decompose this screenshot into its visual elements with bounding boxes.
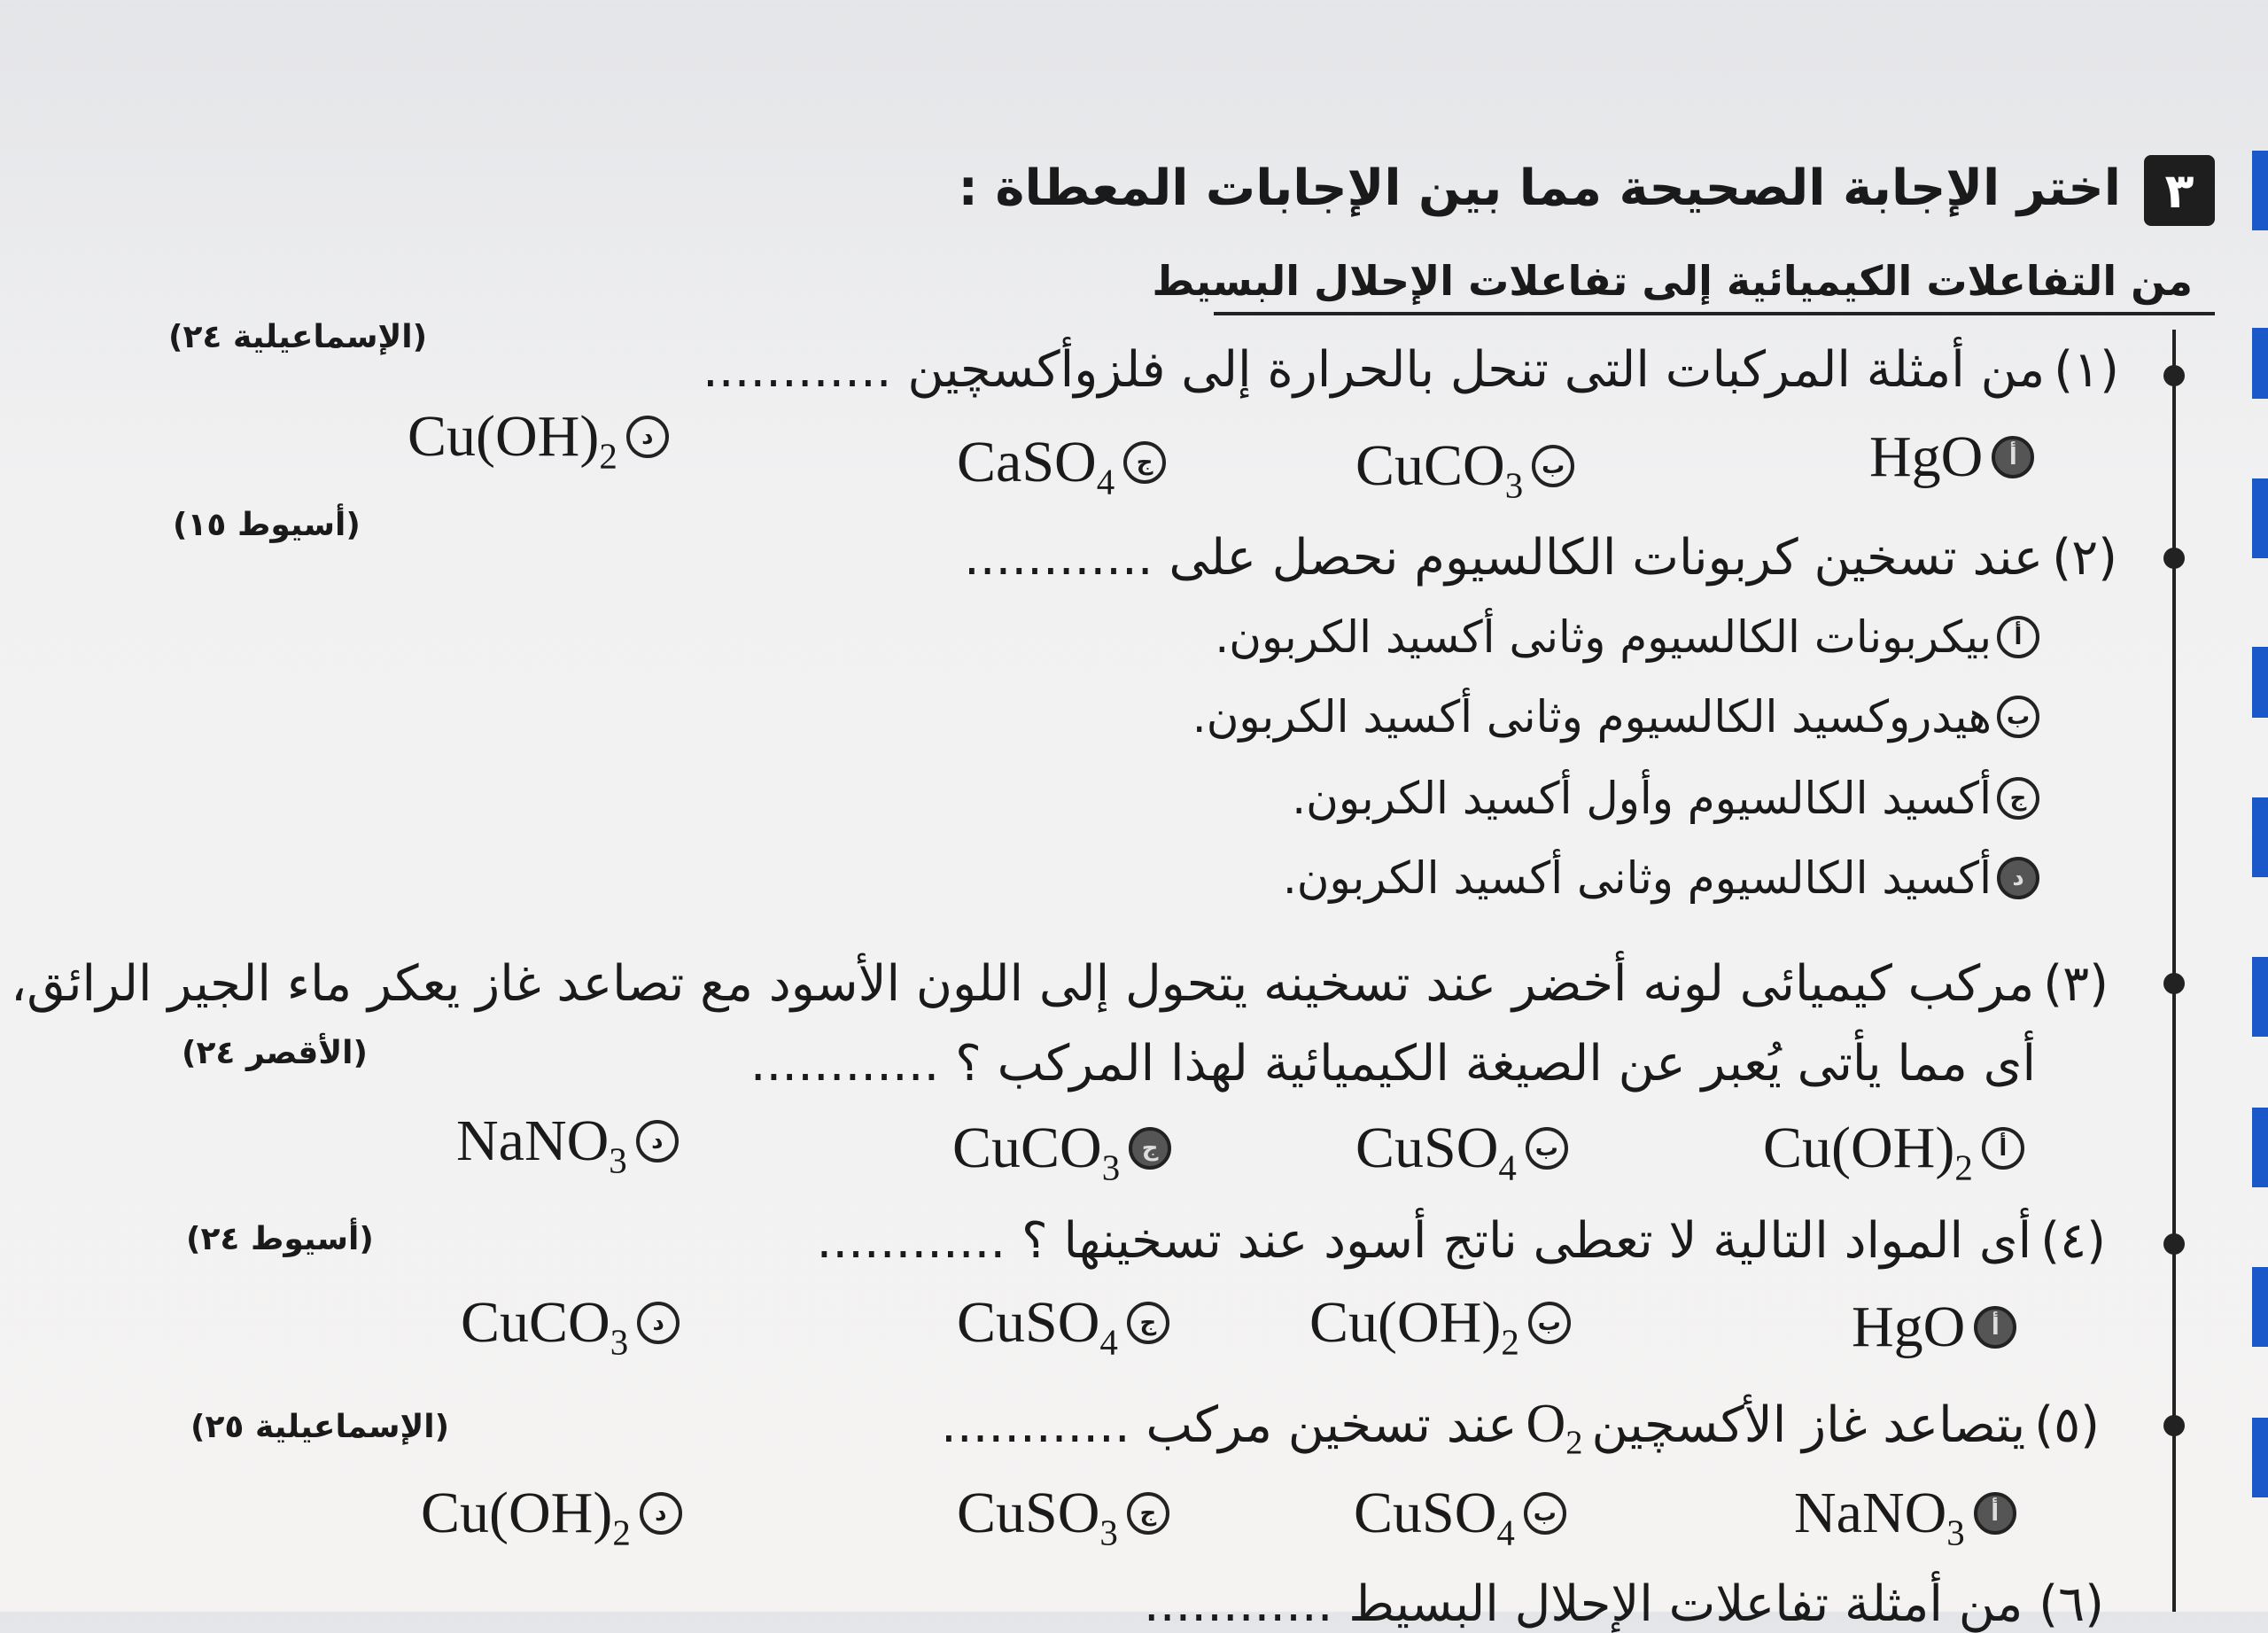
option-a[interactable] [1215,611,2039,663]
question-3-text-line2: أى مما يأتى يُعبر عن الصيغة الكيميائية لهذا المركب ؟ ............ [750,1035,2036,1093]
option-marker: د [626,416,669,458]
formula: $Cu(OH)_2$ [421,1481,631,1553]
option-marker: ب [1524,1492,1566,1535]
formula: CuSO$_4$ [1354,1481,1515,1553]
subtitle-underline [1214,312,2215,315]
page-edge-tab [2252,478,2268,558]
option-marker: ب [1526,1127,1568,1170]
question-number: (٣) [2043,955,2109,1013]
option-text: أكسيد الكالسيوم وأول أكسيد الكربون. [1292,773,1992,824]
option-marker: ج [1127,1492,1169,1535]
option-d[interactable] [456,1108,679,1181]
page-edge-tab [2252,1108,2268,1187]
option-text: هيدروكسيد الكالسيوم وثانى أكسيد الكربون. [1192,691,1992,743]
option-marker: د [636,1120,679,1163]
option-d[interactable] [421,1480,682,1553]
option-marker-selected: أ [1974,1492,2016,1535]
option-a[interactable] [1794,1480,2016,1553]
option-marker-selected: ج [1129,1127,1171,1170]
option-c[interactable] [957,429,1166,502]
question-4-text [817,1212,2106,1270]
option-marker-selected: أ [1974,1306,2016,1349]
formula: CuSO$_4$ [1355,1116,1517,1188]
option-marker: أ [1997,616,2039,658]
option-c[interactable] [957,1480,1169,1553]
option-c[interactable] [1292,773,2039,824]
page-edge-tab [2252,328,2268,399]
option-marker: ج [1997,777,2039,820]
section-title: اختر الإجابة الصحيحة مما بين الإجابات المعطاة : [958,159,2121,217]
section-number-badge [2144,155,2215,226]
oxygen-formula: $O_2$ [1526,1394,1583,1462]
question-source: (أسيوط ١٥) [173,507,361,543]
option-marker: ج [1123,441,1166,484]
formula: $Cu(OH)_2$ [1309,1290,1519,1363]
option-c[interactable] [957,1289,1169,1363]
option-marker: ج [1127,1302,1169,1344]
page-edge-tab [2252,1267,2268,1347]
question-stem-part1: يتصاعد غاز الأكسچين [1591,1396,2026,1454]
option-marker-selected: أ [1992,436,2034,478]
formula: NaNO$_3$ [1794,1481,1965,1553]
question-6-cutoff: (٦) من أمثلة تفاعلات الإحلال البسيط ............ [1143,1575,2104,1633]
option-marker: ب [1532,445,1574,487]
question-3-text [11,955,2109,1013]
question-stem: مركب كيميائى لونه أخضر عند تسخينه يتحول إلى اللون الأسود مع تصاعد غاز يعكر ماء الجير الرائق، [11,955,2035,1013]
option-a[interactable] [1869,424,2034,491]
formula: CuCO$_3$ [461,1290,629,1363]
option-text: بيكربونات الكالسيوم وثانى أكسيد الكربون. [1215,611,1992,663]
formula: NaNO$_3$ [456,1108,627,1181]
question-stem-part2: عند تسخين مركب ............ [941,1396,1518,1454]
question-stem: عند تسخين كربونات الكالسيوم نحصل على ............ [963,529,2044,587]
question-number: (٤) [2040,1212,2106,1270]
option-b[interactable] [1354,1480,1566,1553]
question-5-text [941,1393,2100,1462]
page-edge-tab [2252,797,2268,877]
option-a[interactable] [1852,1294,2016,1361]
formula: CuCO$_3$ [952,1116,1121,1188]
page-edge-tab [2252,151,2268,230]
section-subtitle: من التفاعلات الكيميائية إلى تفاعلات الإحلال البسيط [1152,257,2193,305]
option-d[interactable] [1283,852,2039,904]
option-a[interactable] [1763,1115,2024,1188]
option-d[interactable] [408,403,669,477]
option-c[interactable] [952,1115,1171,1188]
page-edge-tab [2252,957,2268,1037]
formula: CaSO$_4$ [957,430,1115,502]
question-stem: من أمثلة المركبات التى تنحل بالحرارة إلى فلزوأكسچين ............ [702,341,2046,399]
option-b[interactable] [1355,432,1574,506]
question-1-text [703,341,2119,399]
option-marker: ب [1997,696,2039,738]
option-text: أكسيد الكالسيوم وثانى أكسيد الكربون. [1282,852,1992,904]
formula: CuCO$_3$ [1355,433,1524,506]
question-source: (الإسماعيلية ٢٥) [190,1409,450,1445]
formula: $Cu(OH)_2$ [1763,1116,1973,1188]
page-edge-tab [2252,647,2268,718]
section-number: ٣ [2164,162,2194,219]
option-marker: د [637,1302,680,1344]
question-bullet [2163,548,2185,569]
question-bullet [2163,1233,2185,1255]
page-edge-tab [2252,1418,2268,1497]
question-bullet [2163,365,2185,386]
question-number: (١) [2054,341,2119,399]
question-source: (الأقصر ٢٤) [182,1035,368,1071]
question-number: (٢) [2052,529,2117,587]
option-marker: د [640,1492,682,1535]
option-b[interactable] [1192,691,2039,743]
question-bullet [2163,1415,2185,1436]
option-marker: ب [1528,1302,1571,1344]
formula: HgO [1852,1295,1966,1359]
option-b[interactable] [1309,1289,1571,1363]
formula: CuSO$_3$ [957,1481,1118,1553]
question-source: (أسيوط ٢٤) [186,1221,374,1257]
question-source: (الإسماعيلية ٢٤) [168,319,428,355]
option-b[interactable] [1355,1115,1568,1188]
option-marker: أ [1982,1127,2024,1170]
formula: HgO [1869,424,1984,489]
formula: CuSO$_4$ [957,1290,1118,1363]
formula: $Cu(OH)_2$ [408,404,617,477]
question-2-text [964,529,2117,587]
question-stem: أى المواد التالية لا تعطى ناتج أسود عند تسخينها ؟ ............ [816,1212,2032,1270]
question-bullet [2163,973,2185,994]
question-number: (٥) [2034,1396,2100,1454]
option-d[interactable] [461,1289,680,1363]
option-marker-selected: د [1997,857,2039,899]
